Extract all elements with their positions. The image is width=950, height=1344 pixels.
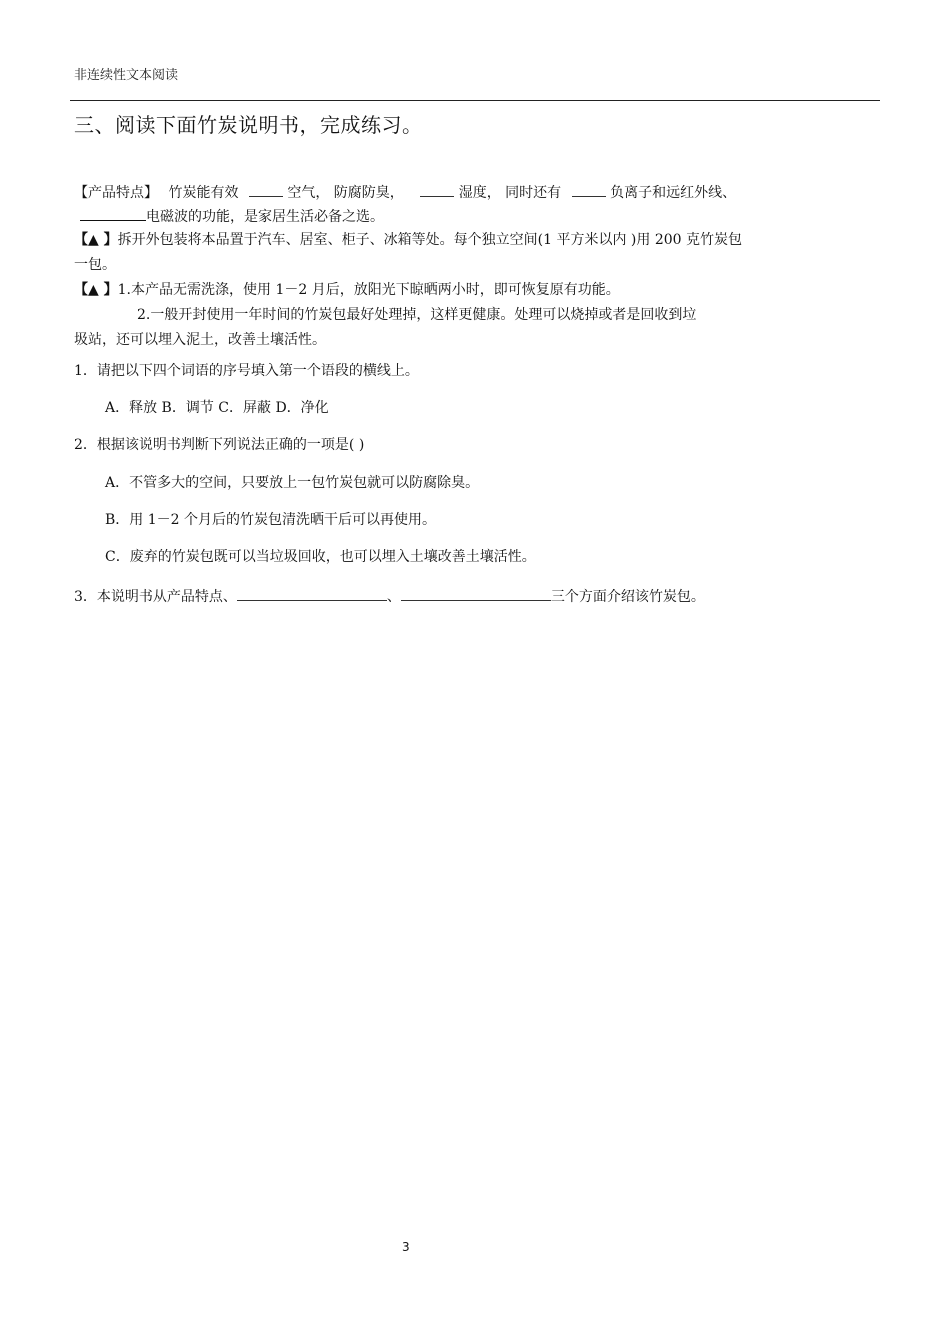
question-3-separator: 、: [386, 589, 401, 605]
features-text-4: 负离子和远红外线、: [610, 185, 737, 201]
notes-text-1: 1.本产品无需洗涤，使用 1－2 月后，放阳光下晾晒两小时，即可恢复原有功能。: [117, 282, 620, 298]
question-3-text-1: 3．本说明书从产品特点、: [74, 589, 237, 605]
blank-3: [572, 182, 606, 197]
features-text-1: 竹炭能有效: [168, 185, 239, 201]
question-1: 1．请把以下四个词语的序号填入第一个语段的横线上。: [74, 363, 419, 379]
question-3-blank-1: [237, 586, 387, 601]
notes-line-3: 圾站，还可以埋入泥土，改善土壤活性。: [74, 332, 326, 348]
question-1-options: A．释放 B．调节 C．屏蔽 D．净化: [105, 400, 329, 416]
page-number: 3: [402, 1240, 410, 1254]
features-tag: 【产品特点】: [74, 185, 158, 201]
page-header-label: 非连续性文本阅读: [74, 68, 179, 83]
blank-1: [249, 182, 283, 197]
features-line-1: [74, 182, 736, 202]
usage-text-1: 拆开外包装将本品置于汽车、居室、柜子、冰箱等处。每个独立空间(1 平方米以内 )用 200 克竹炭包: [117, 232, 742, 248]
question-3-text-2: 三个方面介绍该竹炭包。: [550, 589, 705, 605]
features-text-5: 电磁波的功能，是家居生活必备之选。: [146, 209, 384, 225]
question-2-option-b: B．用 1－2 个月后的竹炭包清洗晒干后可以再使用。: [105, 512, 437, 528]
question-2-option-c: C．废弃的竹炭包既可以当垃圾回收，也可以埋入土壤改善土壤活性。: [105, 549, 536, 565]
notes-line-1: [74, 281, 620, 299]
header-divider: [70, 100, 880, 101]
blank-4: [80, 206, 146, 221]
question-2: 2．根据该说明书判断下列说法正确的一项是( ): [74, 437, 365, 453]
notes-tag: 【▲ 】: [74, 282, 118, 298]
question-3: [74, 586, 705, 606]
features-text-2: 空气， 防腐防臭，: [287, 185, 404, 201]
question-2-option-a: A．不管多大的空间，只要放上一包竹炭包就可以防腐除臭。: [105, 475, 480, 491]
usage-line-1: [74, 231, 742, 249]
usage-tag: 【▲ 】: [74, 232, 118, 248]
section-title: 三、阅读下面竹炭说明书，完成练习。: [74, 113, 423, 137]
question-3-blank-2: [401, 586, 551, 601]
features-line-2: [80, 206, 384, 226]
blank-2: [420, 182, 454, 197]
features-text-3: 湿度， 同时还有: [458, 185, 562, 201]
notes-line-2: 2.一般开封使用一年时间的竹炭包最好处理掉，这样更健康。处理可以烧掉或者是回收到垃: [137, 307, 697, 323]
usage-line-2: 一包。: [74, 257, 116, 273]
